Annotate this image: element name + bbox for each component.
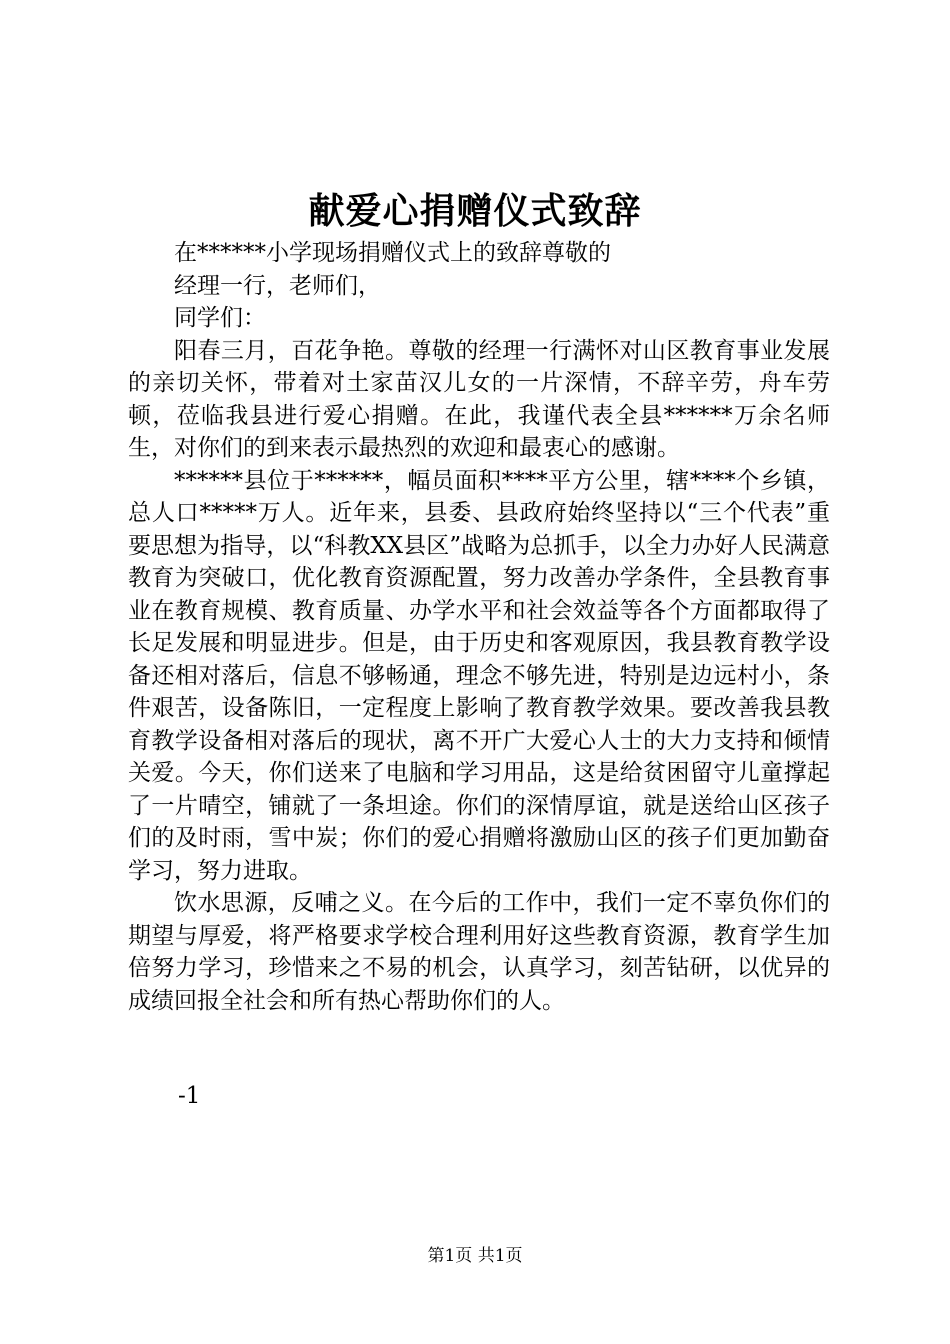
paragraph-salutation-3: 同学们： xyxy=(174,305,266,331)
document-body xyxy=(128,237,830,1017)
paragraph-commitment: 饮水思源，反哺之义。在今后的工作中，我们一定不辜负你们的期望与厚爱，将严格要求学校合理利用好这些教育资源，教育学生加倍努力学习，珍惜来之不易的机会，认真学习，刻苦钻研，以优异的成绩回报全社会和所有热心帮助你们的人。 xyxy=(128,890,830,1014)
page-marker: -1 xyxy=(178,1083,201,1109)
paragraph-welcome: 阳春三月，百花争艳。尊敬的经理一行满怀对山区教育事业发展的亲切关怀，带着对土家苗汉儿女的一片深情，不辞辛劳，舟车劳顿，莅临我县进行爱心捐赠。在此，我谨代表全县******万余名师生，对你们的到来表示最热烈的欢迎和最衷心的感谢。 xyxy=(128,337,830,461)
document-title: 献爱心捐赠仪式致辞 xyxy=(308,190,642,232)
paragraph-salutation-1: 在******小学现场捐赠仪式上的致辞尊敬的 xyxy=(174,240,611,266)
paragraph-county-overview: ******县位于******，幅员面积****平方公里，辖****个乡镇，总人口*****万人。近年来，县委、县政府始终坚持以“三个代表”重要思想为指导，以“科教XX县区”战略为总抓手，以全力办好人民满意教育为突破口，优化教育资源配置，努力改善办学条件，全县教育事业在教育规模、教育质量、办学水平和社会效益等各个方面都取得了长足发展和明显进步。但是，由于历史和客观原因，我县教育教学设备还相对落后，信息不够畅通，理念不够先进，特别是边远村小，条件艰苦，设备陈旧，一定程度上影响了教育教学效果。要改善我县教育教学设备相对落后的现状，离不开广大爱心人士的大力支持和倾情关爱。今天，你们送来了电脑和学习用品，这是给贫困留守儿童撑起了一片晴空，铺就了一条坦途。你们的深情厚谊，就是送给山区孩子们的及时雨，雪中炭；你们的爱心捐赠将激励山区的孩子们更加勤奋学习，努力进取。 xyxy=(128,467,830,884)
page-footer: 第1页 共1页 xyxy=(427,1246,523,1266)
paragraph-salutation-2: 经理一行，老师们， xyxy=(174,272,381,299)
